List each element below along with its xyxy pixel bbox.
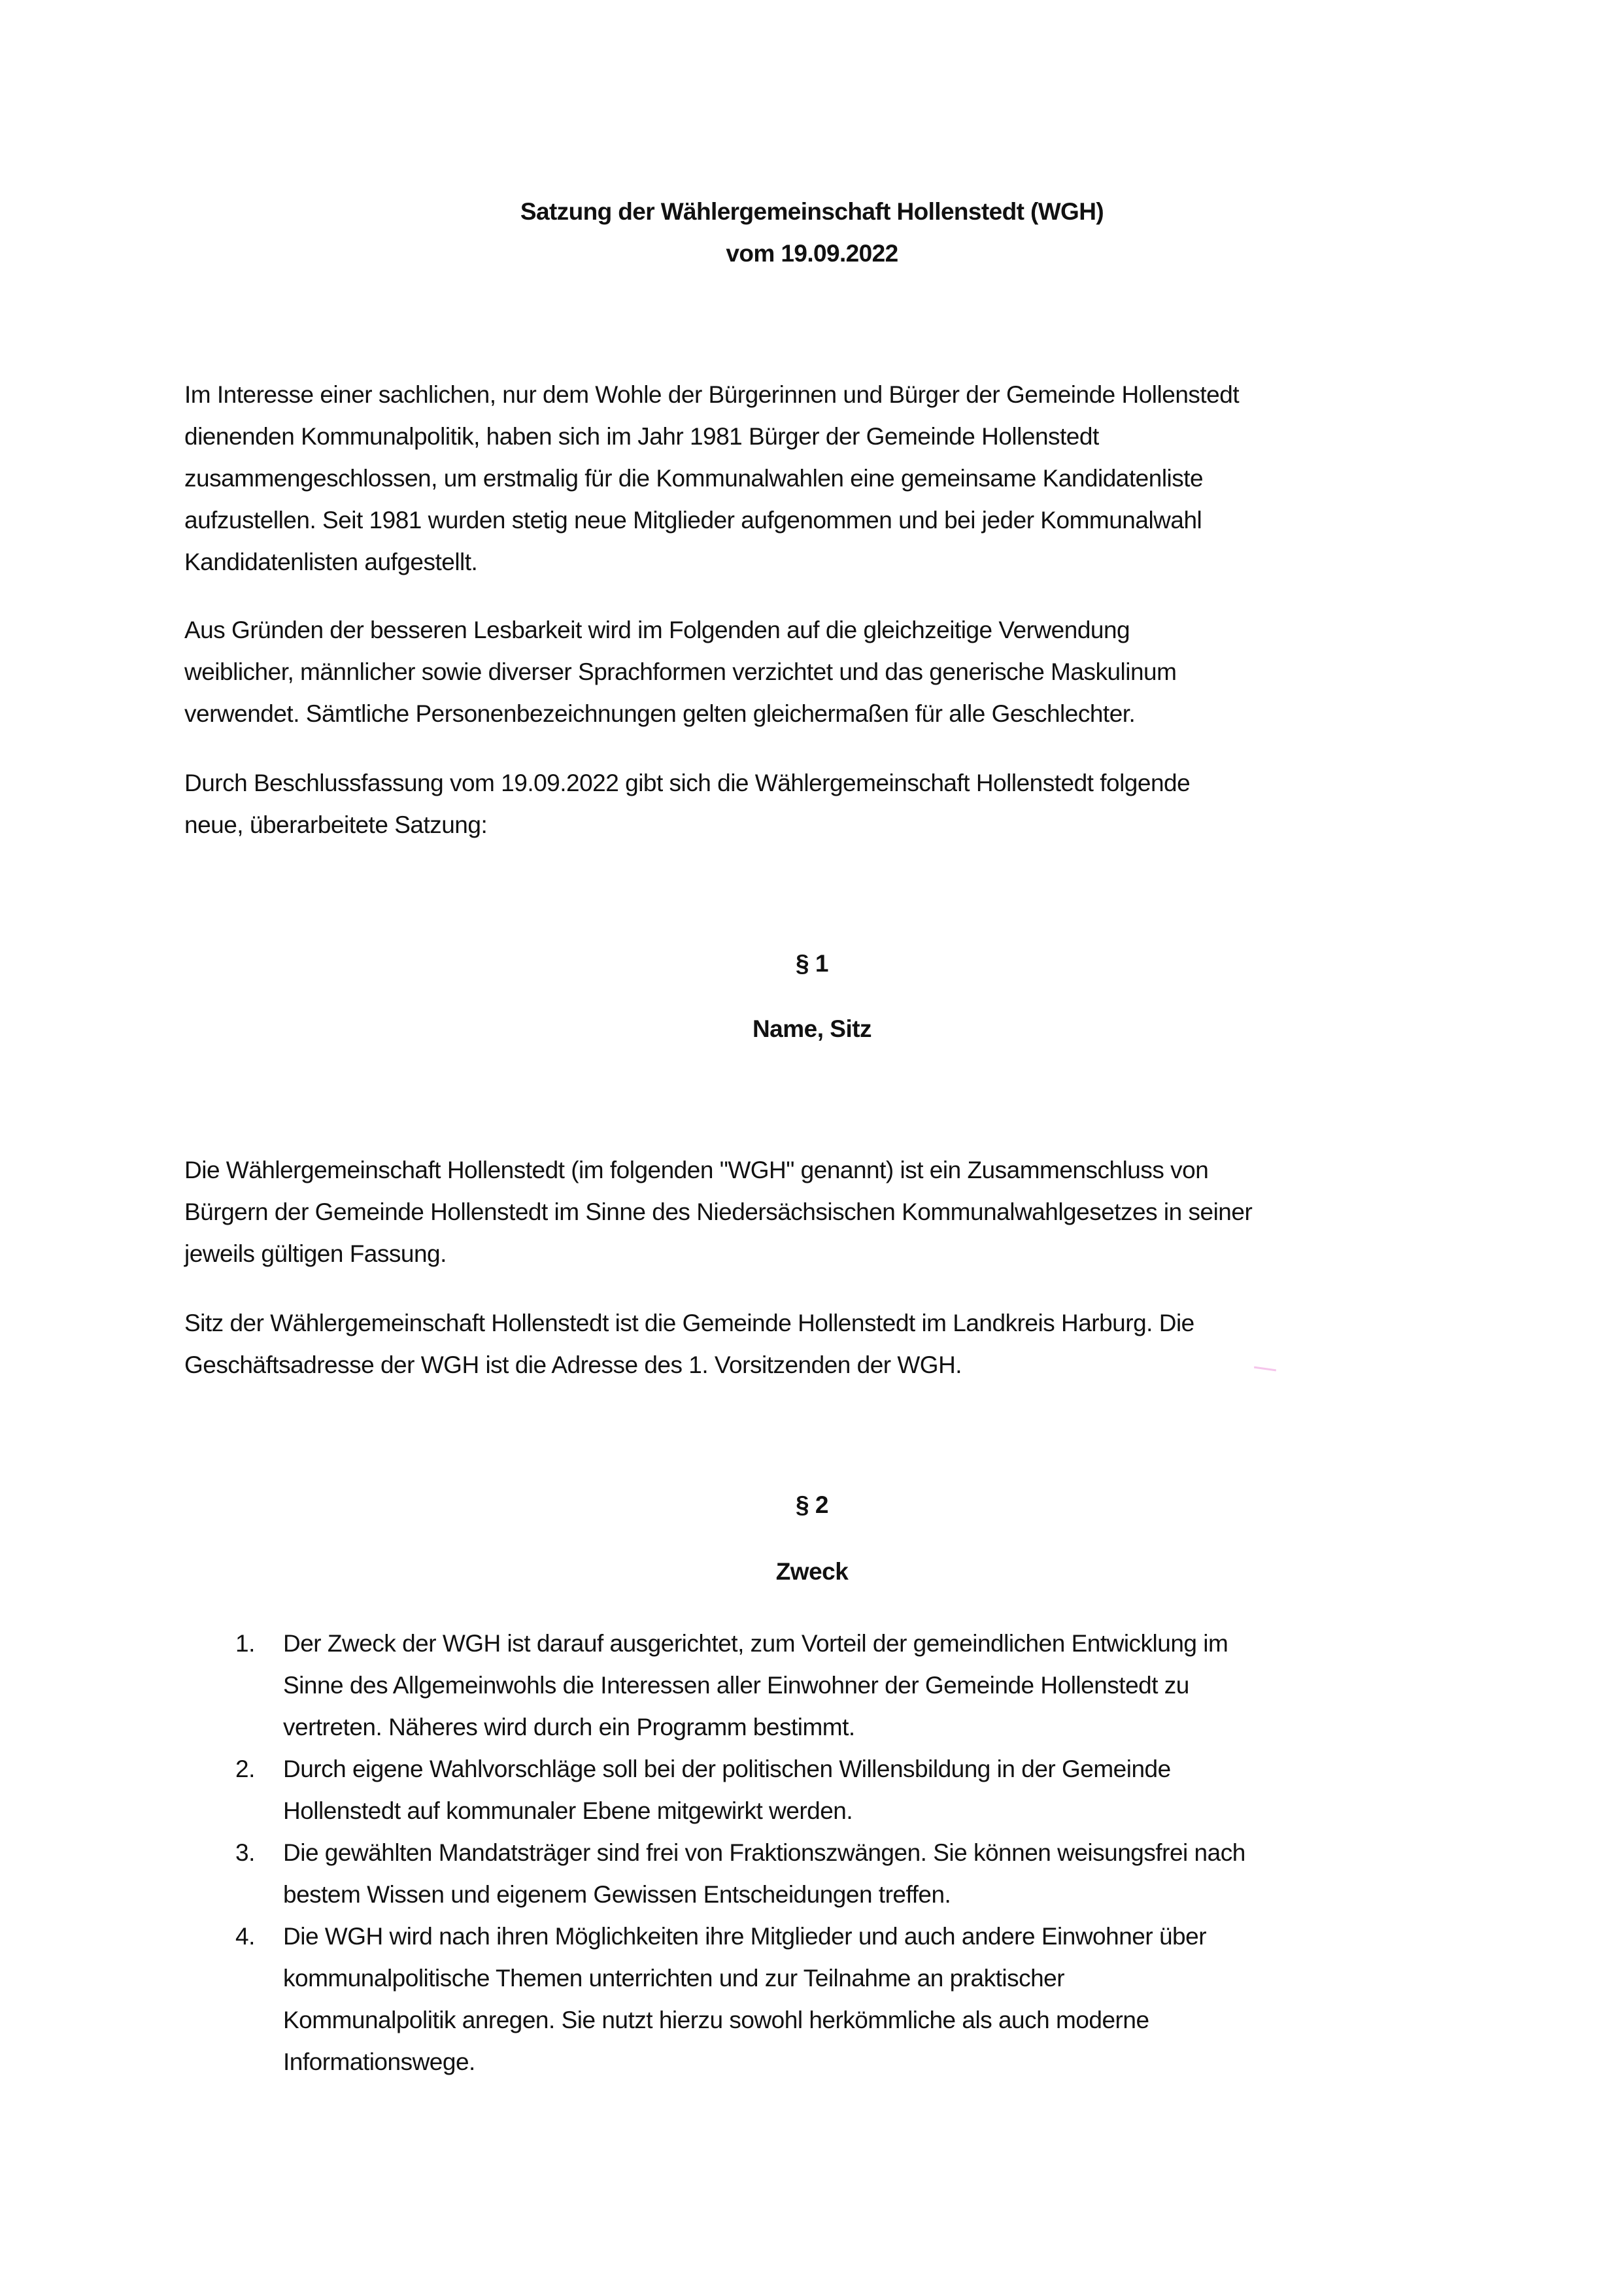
text-line: Die Wählergemeinschaft Hollenstedt (im folgenden "WGH" genannt) ist ein Zusammenschluss von <box>184 1157 1209 1183</box>
text-line: Aus Gründen der besseren Lesbarkeit wird im Folgenden auf die gleichzeitige Verwendung <box>184 617 1130 643</box>
text-line: Der Zweck der WGH ist darauf ausgerichtet, zum Vorteil der gemeindlichen Entwicklung im <box>283 1630 1228 1657</box>
preamble-paragraph-1 <box>184 374 1446 583</box>
text-line: Die gewählten Mandatsträger sind frei von Fraktionszwängen. Sie können weisungsfrei nach <box>283 1839 1245 1866</box>
section-2-number: § 2 <box>796 1491 828 1518</box>
text-line: Geschäftsadresse der WGH ist die Adresse des 1. Vorsitzenden der WGH. <box>184 1351 962 1378</box>
section-1-number: § 1 <box>796 950 828 977</box>
text-line: Kommunalpolitik anregen. Sie nutzt hierzu sowohl herkömmliche als auch moderne <box>283 2007 1149 2033</box>
section-1-paragraph-2 <box>184 1302 1446 1386</box>
list-item <box>235 1832 1451 1916</box>
list-item-number: 4. <box>235 1923 255 1950</box>
text-line: neue, überarbeitete Satzung: <box>184 811 488 838</box>
title-line-1: Satzung der Wählergemeinschaft Hollenstedt (WGH) <box>520 198 1104 225</box>
text-line: Im Interesse einer sachlichen, nur dem Wohle der Bürgerinnen und Bürger der Gemeinde Hollenstedt <box>184 381 1240 408</box>
document-title <box>0 191 1624 275</box>
text-line: Die WGH wird nach ihren Möglichkeiten ihre Mitglieder und auch andere Einwohner über <box>283 1923 1207 1950</box>
text-line: Sitz der Wählergemeinschaft Hollenstedt ist die Gemeinde Hollenstedt im Landkreis Harburg. Die <box>184 1310 1194 1336</box>
text-line: aufzustellen. Seit 1981 wurden stetig neue Mitglieder aufgenommen und bei jeder Kommunalwahl <box>184 507 1202 534</box>
text-line: dienenden Kommunalpolitik, haben sich im Jahr 1981 Bürger der Gemeinde Hollenstedt <box>184 423 1099 450</box>
list-item-number: 3. <box>235 1839 255 1866</box>
text-line: bestem Wissen und eigenem Gewissen Entscheidungen treffen. <box>283 1881 951 1908</box>
text-line: Informationswege. <box>283 2048 475 2075</box>
list-item <box>235 1748 1451 1832</box>
section-1-paragraph-1 <box>184 1149 1446 1275</box>
text-line: Bürgern der Gemeinde Hollenstedt im Sinne des Niedersächsischen Kommunalwahlgesetzes in seiner <box>184 1198 1253 1225</box>
text-line: Hollenstedt auf kommunaler Ebene mitgewirkt werden. <box>283 1797 853 1824</box>
list-item <box>235 1916 1451 2083</box>
preamble-paragraph-3 <box>184 762 1446 846</box>
section-2-list <box>235 1623 1451 2083</box>
text-line: Kandidatenlisten aufgestellt. <box>184 549 478 575</box>
section-2-heading: Zweck <box>775 1558 849 1585</box>
list-item-number: 2. <box>235 1756 255 1782</box>
section-1-heading: Name, Sitz <box>752 1015 872 1042</box>
list-item <box>235 1623 1451 1748</box>
text-line: Durch eigene Wahlvorschläge soll bei der politischen Willensbildung in der Gemeinde <box>283 1756 1171 1782</box>
text-line: verwendet. Sämtliche Personenbezeichnungen gelten gleichermaßen für alle Geschlechter. <box>184 700 1136 727</box>
text-line: kommunalpolitische Themen unterrichten und zur Teilnahme an praktischer <box>283 1965 1065 1992</box>
list-item-number: 1. <box>235 1630 255 1657</box>
text-line: weiblicher, männlicher sowie diverser Sprachformen verzichtet und das generische Maskulinum <box>184 658 1177 685</box>
title-line-2: vom 19.09.2022 <box>726 240 898 267</box>
text-line: zusammengeschlossen, um erstmalig für die Kommunalwahlen eine gemeinsame Kandidatenliste <box>184 465 1204 492</box>
text-line: vertreten. Näheres wird durch ein Programm bestimmt. <box>283 1714 855 1740</box>
text-line: Durch Beschlussfassung vom 19.09.2022 gibt sich die Wählergemeinschaft Hollenstedt folgende <box>184 770 1191 796</box>
preamble-paragraph-2 <box>184 609 1446 735</box>
text-line: jeweils gültigen Fassung. <box>184 1240 447 1267</box>
text-line: Sinne des Allgemeinwohls die Interessen aller Einwohner der Gemeinde Hollenstedt zu <box>283 1672 1189 1699</box>
